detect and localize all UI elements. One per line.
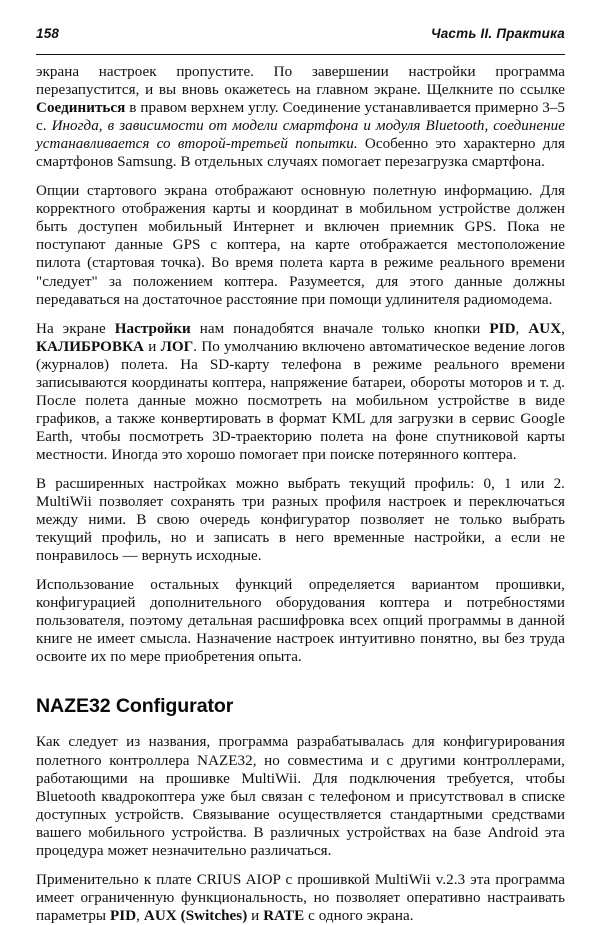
text-run: , [136,907,144,924]
bold-run: AUX [528,320,562,337]
text-run: На экране [36,320,115,337]
text-run: с одного экрана. [304,907,414,924]
text-run: в правом верхнем углу. Соединение устанавливается примерно 3–5 с. [36,100,565,135]
bold-run: AUX (Switches) [143,907,248,924]
paragraph-profiles [36,475,565,565]
paragraph-settings-screen [36,320,565,464]
paragraph-other-functions [36,576,565,666]
text-run: В расширенных настройках можно выбрать текущий профиль: 0, 1 или 2. MultiWii позволяет сохранять три разных профиля настроек и переключаться между ними. В свою очередь конфигуратор позволяет не только выбрать текущий профиль, но и записать в него временные настройки, а если не понравилось — вернуть исходные. [36,475,565,565]
text-run: Использование остальных функций определяется вариантом прошивки, конфигурацией дополнительного оборудования коптера и потребностями пользователя, поэтому детальная расшифровка всех опций программы в данной книге не имеет смысла. Назначение настроек интуитивно понятно, вы без труда освоите их по мере приобретения опыта. [36,577,565,666]
bold-run: КАЛИБРОВКА [36,338,144,355]
paragraph-naze32-intro [36,733,565,859]
body-text-column [36,63,565,925]
text-run: Применительно к плате CRIUS AIOP с прошивкой MultiWii v.2.3 эта программа имеет ограниченную функциональность, но позволяет оперативно настраивать параметры [36,871,565,924]
bold-run: PID [110,907,137,924]
text-run: , [561,320,565,337]
paragraph-connection [36,63,565,171]
running-head-title: Часть II. Практика [430,26,565,41]
bold-run: Соединиться [36,100,126,117]
text-run: нам понадобятся вначале только кнопки [190,320,490,337]
text-run: Как следует из названия, программа разрабатывалась для конфигурирования полетного контроллера NAZE32, но совместима и с другими контроллерами, работающими на прошивке MultiWii. Для подключения требуется, чтобы Bluetooth квадрокоптера уже был связан с телефоном и присутствовал в списке доступных устройств. Связывание осуществляется стандартными средствами вашего мобильного устройства. В различных устройствах на базе Android эта процедура может незначительно различаться. [36,734,565,859]
bold-run: PID [489,320,516,337]
running-head [36,27,565,55]
text-run: экрана настроек пропустите. По завершении настройки программа перезапустится, и вы вновь окажетесь на главном экране. Щелкните по ссылке [36,64,565,99]
bold-run: RATE [263,907,305,924]
paragraph-start-screen [36,182,565,308]
page-number: 158 [36,26,60,41]
section-heading-naze32: NAZE32 Configurator [36,695,234,718]
text-run: , [515,320,529,337]
bold-run: Настройки [114,320,191,337]
text-run: Опции стартового экрана отображают основную полетную информацию. Для корректного отображения карты и координат в мобильном устройстве должен быть доступен мобильный Интернет и включен приемник GPS. Пока не поступают данные GPS с коптера, на карте отображается местоположение пилота (стартовая точка). Во время полета карта в режиме реального времени "следует" за положением коптера. Разумеется, для этого данные должны передаваться на достаточное расстояние при помощи удлинителя радиомодема. [36,183,565,308]
bold-run: ЛОГ [160,338,194,355]
text-run: и [144,338,161,355]
text-run: . По умолчанию включено автоматическое ведение логов (журналов) полета. На SD-карту телефона в режиме реального времени записываются координаты коптера, напряжение батареи, обороты моторов и т. д. После полета данные можно посмотреть на мобильном устройстве в виде графиков, а также конвертировать в формат KML для загрузки в сервис Google Earth, чтобы посмотреть 3D-траекторию полета на фоне спутниковой карты местности. Иногда это хорошо помогает при поиске потерянного коптера. [36,338,565,463]
paragraph-crius [36,871,565,925]
italic-run: Иногда, в зависимости от модели смартфона и модуля Bluetooth, соединение устанавливается со второй-третьей попытки. [36,118,566,153]
text-run: Особенно это характерно для смартфонов Samsung. В отдельных случаях помогает перезагрузка смартфона. [36,136,565,171]
text-run: и [247,907,264,924]
